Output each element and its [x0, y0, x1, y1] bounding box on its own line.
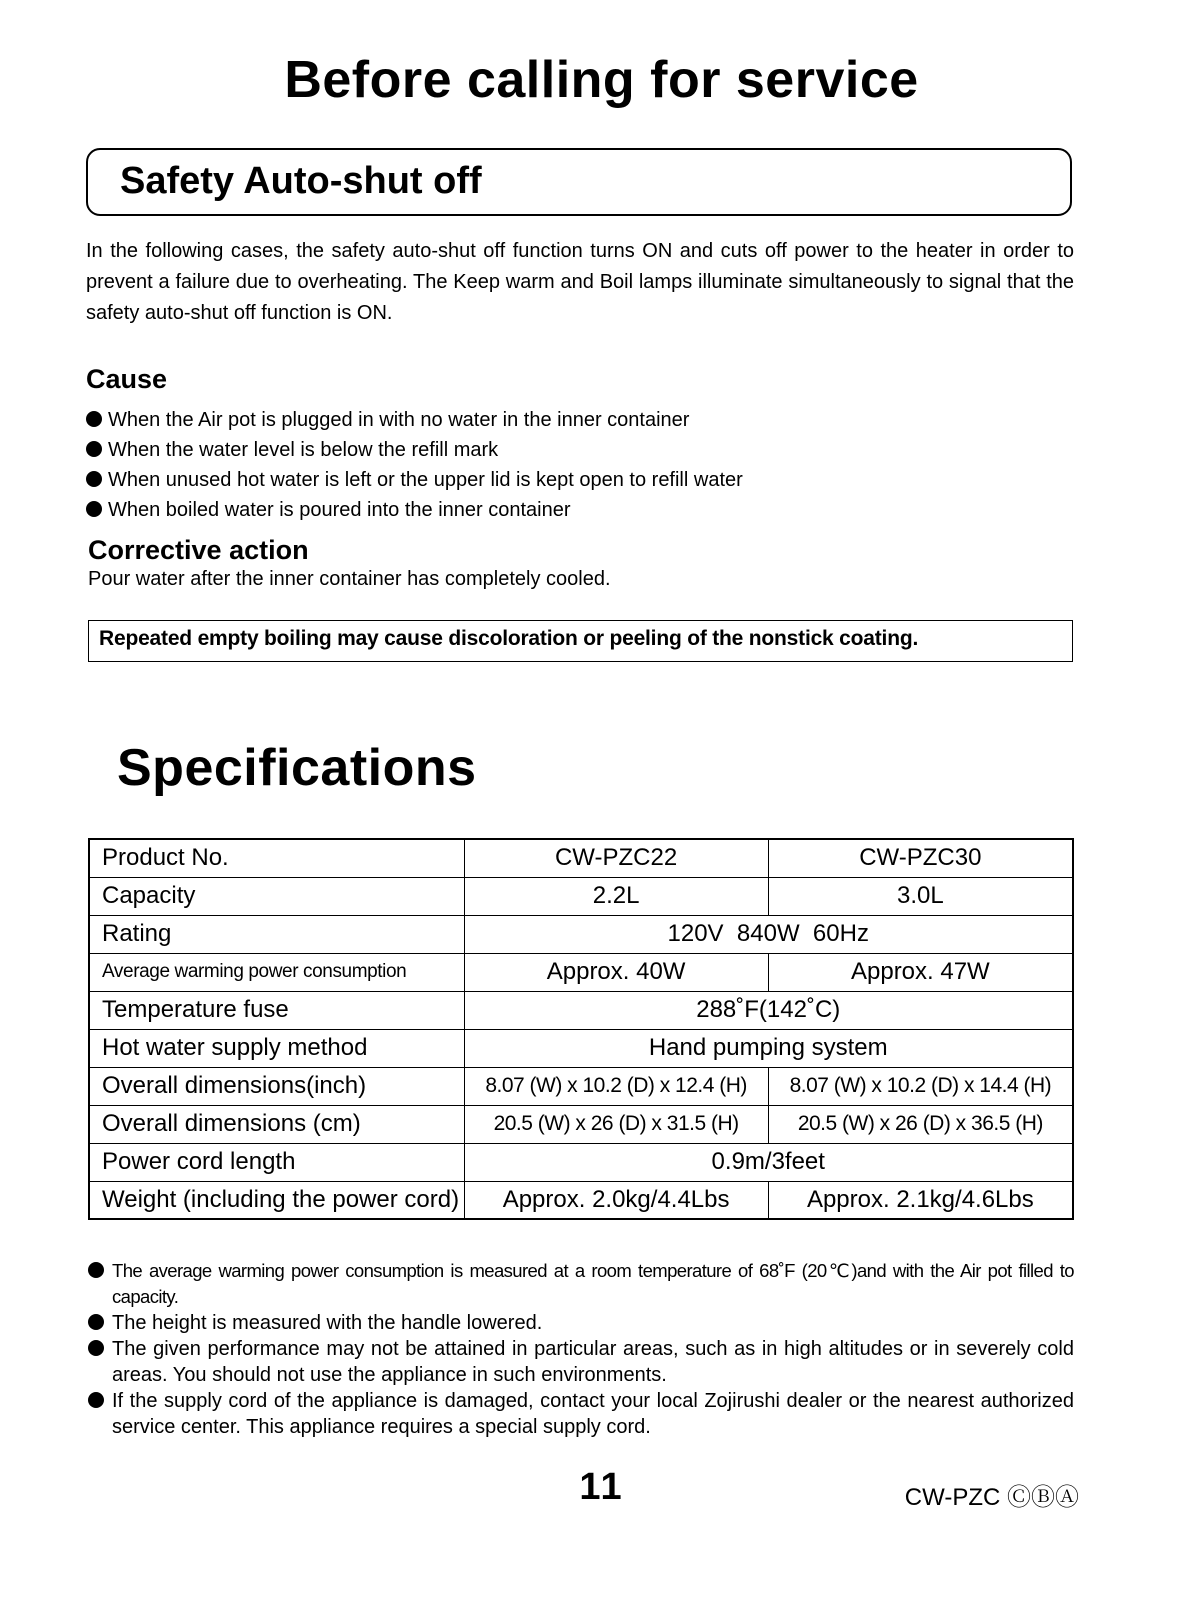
- table-row-product-no: [89, 839, 1073, 877]
- row-label: Weight (including the power cord): [89, 1181, 464, 1219]
- cell-value: Approx. 2.1kg/4.6Lbs: [768, 1181, 1073, 1219]
- table-row-hot-water-supply: [89, 1029, 1073, 1067]
- safety-heading-box: [86, 148, 1072, 216]
- note-item: [88, 1336, 1074, 1388]
- cause-item: [86, 465, 743, 495]
- row-label: Hot water supply method: [89, 1029, 464, 1067]
- cell-value: 20.5 (W) x 26 (D) x 31.5 (H): [464, 1105, 768, 1143]
- bullet-icon: [86, 441, 102, 457]
- cell-value: 8.07 (W) x 10.2 (D) x 12.4 (H): [464, 1067, 768, 1105]
- page-number: 11: [579, 1466, 624, 1508]
- table-row-warming-power: [89, 953, 1073, 991]
- corrective-action-heading: Corrective action: [88, 535, 309, 565]
- cause-item: [86, 435, 743, 465]
- row-label: Power cord length: [89, 1143, 464, 1181]
- cell-value: 0.9m/3feet: [464, 1143, 1073, 1181]
- corrective-action-text: Pour water after the inner container has completely cooled.: [88, 568, 611, 590]
- row-label: Overall dimensions (cm): [89, 1105, 464, 1143]
- note-item: [88, 1310, 1074, 1336]
- table-row-dimensions-cm: [89, 1105, 1073, 1143]
- cause-item: [86, 405, 743, 435]
- cell-value: 20.5 (W) x 26 (D) x 36.5 (H): [768, 1105, 1073, 1143]
- note-item-text: The average warming power consumption is measured at a room temperature of 68˚F (20℃)and with the Air pot filled to capacity.: [112, 1260, 1074, 1307]
- bullet-icon: [88, 1340, 104, 1356]
- row-label: Overall dimensions(inch): [89, 1067, 464, 1105]
- note-item: [88, 1388, 1074, 1440]
- note-item-text: The height is measured with the handle lowered.: [112, 1312, 543, 1334]
- cell-value: 3.0L: [768, 877, 1073, 915]
- cell-value: Approx. 40W: [464, 953, 768, 991]
- specifications-heading: Specifications: [117, 739, 477, 797]
- page-title: Before calling for service: [284, 51, 919, 109]
- cell-value: 288˚F(142˚C): [464, 991, 1073, 1029]
- note-item: [88, 1258, 1074, 1310]
- warning-box: Repeated empty boiling may cause discoloration or peeling of the nonstick coating.: [88, 620, 1073, 662]
- bullet-icon: [88, 1392, 104, 1408]
- cell-value: CW-PZC30: [768, 839, 1073, 877]
- bullet-icon: [88, 1262, 104, 1278]
- safety-intro-text: In the following cases, the safety auto-shut off function turns ON and cuts off power to the heater in order to prevent a failure due to overheating. The Keep warm and Boil lamps illuminate simultaneously to signal that the safety auto-shut off function is ON.: [86, 240, 1074, 324]
- table-row-capacity: [89, 877, 1073, 915]
- row-label: Temperature fuse: [89, 991, 464, 1029]
- cause-list: [86, 405, 743, 525]
- table-row-dimensions-inch: [89, 1067, 1073, 1105]
- bullet-icon: [86, 411, 102, 427]
- cause-item-text: When the Air pot is plugged in with no water in the inner container: [108, 409, 690, 431]
- table-row-rating: [89, 915, 1073, 953]
- cell-value: Approx. 47W: [768, 953, 1073, 991]
- cause-item-text: When the water level is below the refill mark: [108, 439, 499, 461]
- cell-value: CW-PZC22: [464, 839, 768, 877]
- row-label: Product No.: [89, 839, 464, 877]
- bullet-icon: [86, 501, 102, 517]
- cause-item-text: When unused hot water is left or the upper lid is kept open to refill water: [108, 469, 743, 491]
- table-row-temperature-fuse: [89, 991, 1073, 1029]
- cell-value: Hand pumping system: [464, 1029, 1073, 1067]
- row-label: Average warming power consumption: [89, 953, 464, 991]
- cause-heading: Cause: [86, 364, 168, 394]
- bullet-icon: [86, 471, 102, 487]
- cell-value: 2.2L: [464, 877, 768, 915]
- row-label: Capacity: [89, 877, 464, 915]
- specifications-table: [88, 838, 1074, 1220]
- bullet-icon: [88, 1314, 104, 1330]
- cell-value: Approx. 2.0kg/4.4Lbs: [464, 1181, 768, 1219]
- table-row-power-cord: [89, 1143, 1073, 1181]
- cell-value: 8.07 (W) x 10.2 (D) x 14.4 (H): [768, 1067, 1073, 1105]
- cell-value: 120V 840W 60Hz: [464, 915, 1073, 953]
- row-label: Rating: [89, 915, 464, 953]
- cause-item: [86, 495, 743, 525]
- safety-heading: Safety Auto-shut off: [120, 160, 482, 202]
- note-item-text: The given performance may not be attained in particular areas, such as in high altitudes or in severely cold areas. You should not use the appliance in such environments.: [112, 1338, 1074, 1386]
- model-code: CW-PZC ⒸⒷⒶ: [904, 1484, 1079, 1511]
- note-item-text: If the supply cord of the appliance is damaged, contact your local Zojirushi dealer or the nearest authorized service center. This appliance requires a special supply cord.: [112, 1390, 1074, 1438]
- table-row-weight: [89, 1181, 1073, 1219]
- spec-notes-list: [88, 1258, 1074, 1440]
- cause-item-text: When boiled water is poured into the inner container: [108, 499, 571, 521]
